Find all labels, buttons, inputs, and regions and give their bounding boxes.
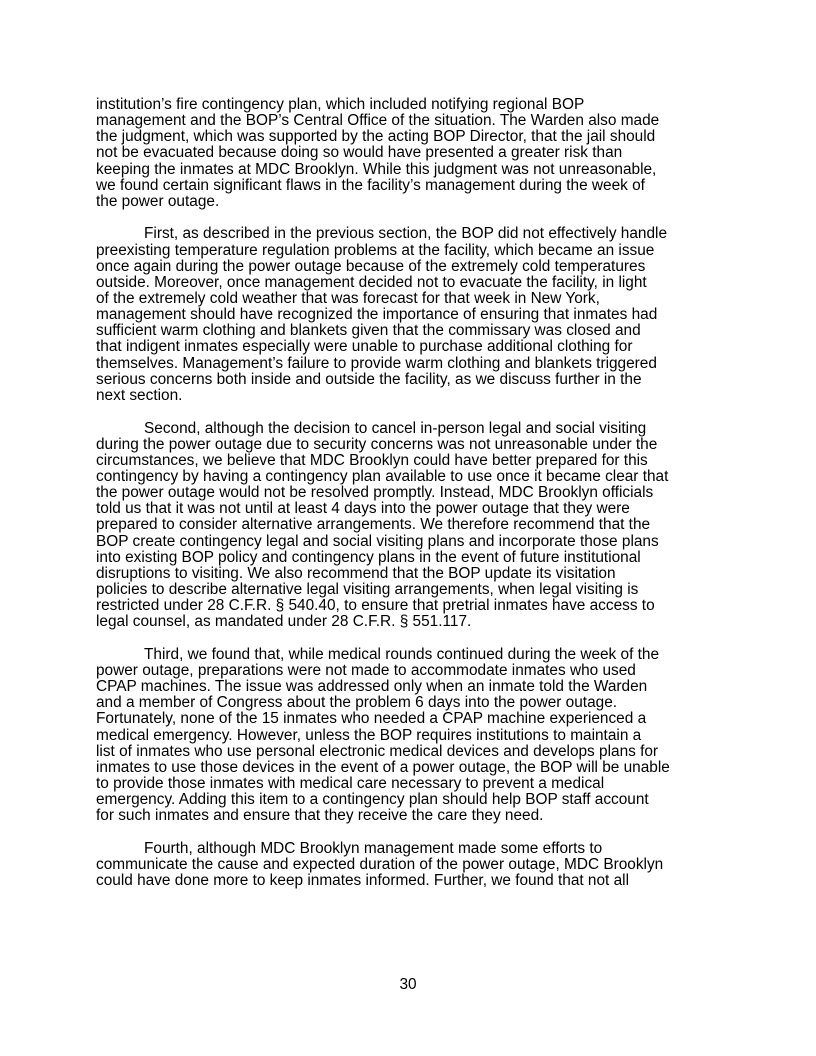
text-line: serious concerns both inside and outside the facility, as we discuss further in the — [96, 370, 642, 388]
text-line: once again during the power outage because of the extremely cold temperatures — [96, 257, 646, 275]
paragraph — [96, 647, 736, 825]
text-line: inmates to use those devices in the event of a power outage, the BOP will be unable — [96, 758, 670, 776]
text-line: medical emergency. However, unless the BOP requires institutions to maintain a — [96, 726, 642, 744]
paragraph — [96, 97, 736, 210]
text-line: emergency. Adding this item to a contingency plan should help BOP staff account — [96, 791, 649, 809]
page-number: 30 — [399, 976, 417, 993]
text-line: of the extremely cold weather that was forecast for that week in New York, — [96, 290, 600, 308]
text-line: sufficient warm clothing and blankets given that the commissary was closed and — [96, 322, 641, 340]
text-line: the power outage would not be resolved promptly. Instead, MDC Brooklyn officials — [96, 484, 654, 502]
text-line: First, as described in the previous section, the BOP did not effectively handle — [144, 225, 668, 243]
text-line: next section. — [96, 386, 183, 404]
text-line: could have done more to keep inmates informed. Further, we found that not all — [96, 872, 629, 890]
text-line: keeping the inmates at MDC Brooklyn. While this judgment was not unreasonable, — [96, 160, 657, 178]
text-line: management should have recognized the importance of ensuring that inmates had — [96, 306, 658, 324]
text-line: CPAP machines. The issue was addressed only when an inmate told the Warden — [96, 678, 648, 696]
text-line: disruptions to visiting. We also recommend that the BOP update its visitation — [96, 564, 616, 582]
text-line: to provide those inmates with medical care necessary to prevent a medical — [96, 774, 605, 792]
text-line: legal counsel, as mandated under 28 C.F.R. § 551.117. — [96, 613, 472, 631]
text-line: Fourth, although MDC Brooklyn management made some efforts to — [144, 839, 603, 857]
text-line: management and the BOP’s Central Office of the situation. The Warden also made — [96, 112, 660, 130]
text-line: Fortunately, none of the 15 inmates who needed a CPAP machine experienced a — [96, 710, 647, 728]
paragraph — [96, 226, 736, 404]
text-line: Second, although the decision to cancel in-person legal and social visiting — [144, 419, 647, 437]
text-line: institution’s fire contingency plan, which included notifying regional BOP — [96, 96, 585, 113]
text-line: for such inmates and ensure that they receive the care they need. — [96, 807, 544, 825]
text-line: Third, we found that, while medical rounds continued during the week of the — [144, 645, 660, 663]
text-line: prepared to consider alternative arrangements. We therefore recommend that the — [96, 516, 651, 534]
text-line: preexisting temperature regulation problems at the facility, which became an issue — [96, 241, 655, 259]
text-line: circumstances, we believe that MDC Brooklyn could have better prepared for this — [96, 451, 648, 469]
text-line: the judgment, which was supported by the acting BOP Director, that the jail should — [96, 128, 656, 146]
paragraph — [96, 421, 736, 631]
text-line: BOP create contingency legal and social visiting plans and incorporate those plans — [96, 532, 659, 550]
text-line: restricted under 28 C.F.R. § 540.40, to ensure that pretrial inmates have access to — [96, 597, 655, 615]
text-line: into existing BOP policy and contingency plans in the event of future institutional — [96, 548, 641, 566]
text-line: power outage, preparations were not made to accommodate inmates who used — [96, 662, 636, 679]
text-line: communicate the cause and expected duration of the power outage, MDC Brooklyn — [96, 856, 664, 874]
text-line: during the power outage due to security concerns was not unreasonable under the — [96, 435, 658, 453]
text-line: we found certain significant flaws in the facility’s management during the week of — [96, 176, 645, 194]
document-body — [96, 97, 736, 906]
text-line: that indigent inmates especially were unable to purchase additional clothing for — [96, 338, 633, 356]
text-line: the power outage. — [96, 192, 220, 210]
text-line: told us that it was not until at least 4 days into the power outage that they were — [96, 500, 630, 518]
text-line: and a member of Congress about the problem 6 days into the power outage. — [96, 694, 618, 712]
text-line: themselves. Management’s failure to provide warm clothing and blankets triggered — [96, 354, 657, 372]
text-line: policies to describe alternative legal visiting arrangements, when legal visiting is — [96, 580, 639, 598]
text-line: contingency by having a contingency plan available to use once it became clear that — [96, 467, 669, 485]
text-line: not be evacuated because doing so would have presented a greater risk than — [96, 144, 623, 162]
paragraph — [96, 841, 736, 889]
text-line: outside. Moreover, once management decided not to evacuate the facility, in light — [96, 273, 647, 291]
text-line: list of inmates who use personal electronic medical devices and develops plans for — [96, 742, 659, 760]
